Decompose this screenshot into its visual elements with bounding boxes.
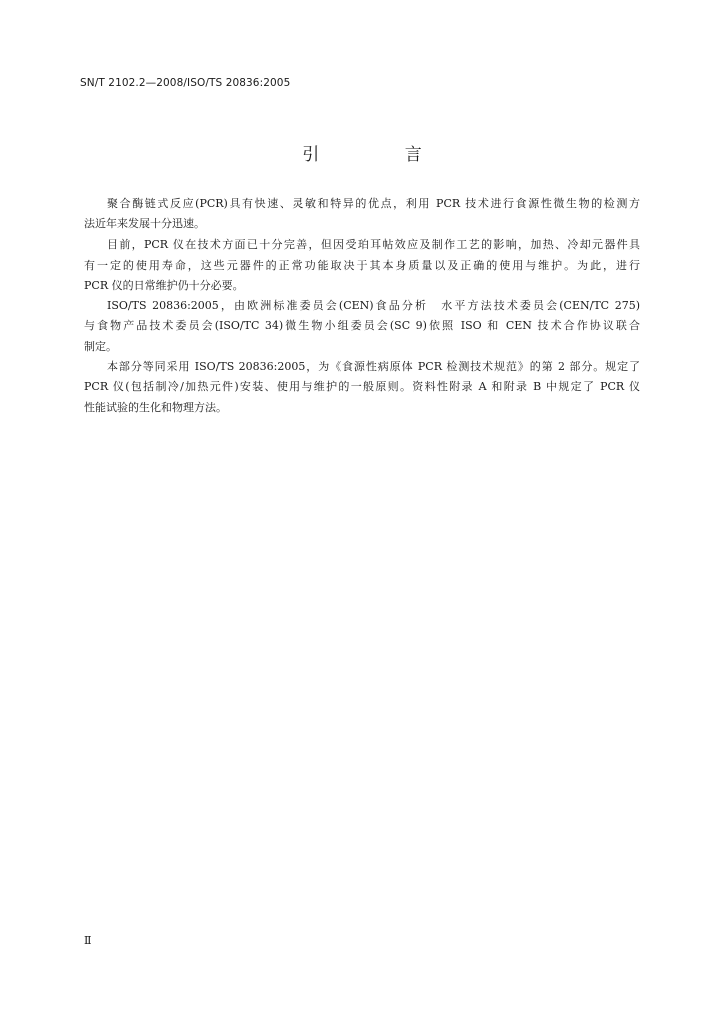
paragraph-line: 有一定的使用寿命，这些元器件的正常功能取决于其本身质量以及正确的使用与维护。为此，进行: [84, 259, 640, 272]
paragraph-line: 制定。: [84, 340, 117, 353]
paragraph-line: 目前，PCR 仪在技术方面已十分完善，但因受珀耳帖效应及制作工艺的影响，加热、冷却元器件具: [107, 238, 640, 251]
paragraph-line: 聚合酶链式反应(PCR)具有快速、灵敏和特异的优点，利用 PCR 技术进行食源性微生物的检测方: [107, 197, 640, 210]
page-number: Ⅱ: [84, 934, 92, 947]
standard-code: SN/T 2102.2—2008/ISO/TS 20836:2005: [80, 77, 291, 89]
section-title: 引 言: [302, 145, 462, 165]
paragraph-line: 性能试验的生化和物理方法。: [84, 401, 227, 414]
paragraph-line: ISO/TS 20836:2005，由欧洲标准委员会(CEN)食品分析 水平方法技术委员会(CEN/TC 275): [107, 299, 640, 312]
paragraph-line: 法近年来发展十分迅速。: [84, 217, 205, 230]
paragraph-line: 本部分等同采用 ISO/TS 20836:2005，为《食源性病原体 PCR 检测技术规范》的第 2 部分。规定了: [107, 360, 640, 373]
paragraph-line: 与食物产品技术委员会(ISO/TC 34)微生物小组委员会(SC 9)依照 ISO 和 CEN 技术合作协议联合: [84, 319, 640, 332]
paragraph-line: PCR 仪的日常维护仍十分必要。: [84, 279, 244, 292]
paragraph-line: PCR 仪(包括制冷/加热元件)安装、使用与维护的一般原则。资料性附录 A 和附录 B 中规定了 PCR 仪: [84, 380, 640, 393]
